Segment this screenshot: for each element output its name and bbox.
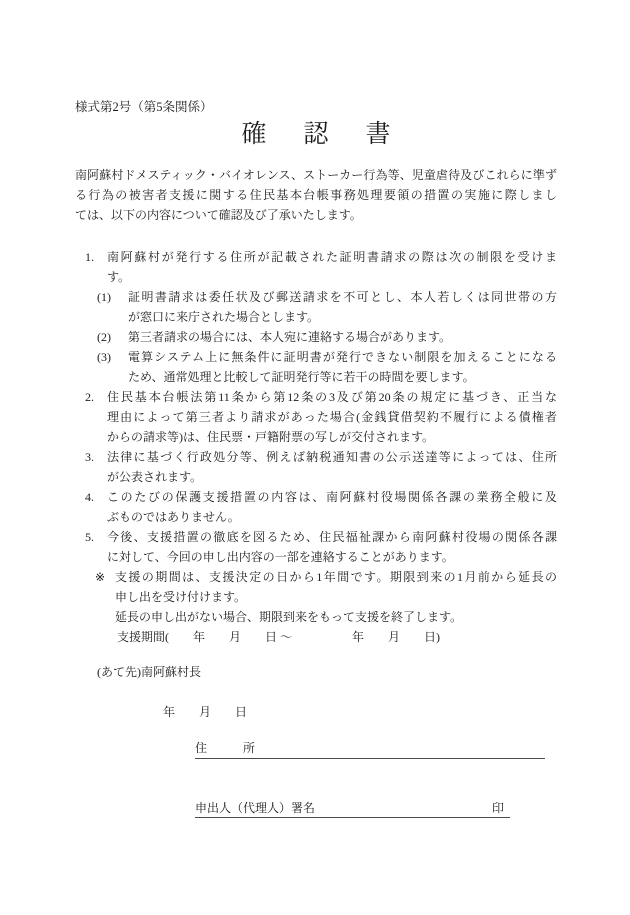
- document-title: 確 認 書: [241, 121, 397, 148]
- note-row: [95, 567, 557, 607]
- subitem-text: [128, 287, 557, 327]
- note-marker: ※: [95, 570, 106, 584]
- signature-field-label: 申出人（代理人）署名: [195, 801, 316, 815]
- list-item: [85, 387, 557, 447]
- item-text-line: 理由によって第三者より請求があった場合(金銭貸借契約不履行による債権者: [107, 410, 557, 424]
- item-text-line: が公表されます。: [107, 470, 203, 484]
- date-line: 年 月 日: [163, 705, 248, 719]
- item-text: [107, 527, 557, 567]
- item-text-line: に対して、今回の申し出内容の一部を連絡することがあります。: [107, 550, 454, 564]
- seal-label: 印: [491, 801, 504, 815]
- list-subitem: [97, 287, 557, 327]
- subitem-text: [128, 347, 557, 387]
- item-text-line: 住民基本台帳法第11条から第12条の3及び第20条の規定に基づき、正当な: [107, 390, 557, 404]
- address-field: [195, 738, 545, 759]
- item-text: [107, 387, 557, 447]
- item-number: 3.: [85, 450, 94, 464]
- item-text-line: 南阿蘇村が発行する住所が記載された証明書請求の際は次の制限を受けま: [107, 250, 557, 264]
- item-number: 4.: [85, 490, 94, 504]
- list-subitem: [97, 347, 557, 387]
- subitem-text-line: 電算システム上に無条件に証明書が発行できない制限を加えることになる: [128, 350, 557, 364]
- intro-line: る行為の被害者支援に関する住民基本台帳事務処理要領の措置の実施に際しまし: [75, 188, 557, 202]
- subitem-text-line: ため、通常処理と比較して証明発行等に若干の時間を要します。: [128, 370, 475, 384]
- note-text: [115, 567, 557, 607]
- subitem-text-line: が窓口に来庁された場合とします。: [128, 310, 320, 324]
- item-text-line: す。: [107, 270, 131, 284]
- support-period-line: 支援期間( 年 月 日 ～ 年 月 日): [117, 630, 440, 644]
- note-text-line: 申し出を受け付けます。: [115, 590, 247, 604]
- signature-field: [195, 799, 510, 818]
- note-text-line: 支援の期間は、支援決定の日から1年間です。期限到来の1月前から延長の: [115, 570, 557, 584]
- note-continuation: 延長の申し出がない場合、期限到来をもって支援を終了します。: [115, 610, 463, 624]
- item-text-line: このたびの保護支援措置の内容は、南阿蘇村役場関係各課の業務全般に及: [107, 490, 557, 504]
- list-subitem: [97, 327, 557, 347]
- intro-line: ては、以下の内容について確認及び了承いたします。: [75, 208, 362, 222]
- list-item: [85, 247, 557, 287]
- item-text: [107, 247, 557, 287]
- item-text: [107, 487, 557, 527]
- terms-list: [75, 247, 557, 647]
- address-field-label: 住 所: [195, 741, 256, 755]
- item-number: 5.: [85, 530, 94, 544]
- subitem-number: (3): [97, 350, 111, 364]
- item-number: 1.: [85, 250, 94, 264]
- subitem-text-line: 第三者請求の場合には、本人宛に連絡する場合があります。: [128, 330, 452, 344]
- addressee: (あて先)南阿蘇村長: [97, 665, 201, 679]
- list-item: [85, 527, 557, 567]
- item-text-line: 法律に基づく行政処分等、例えば納税通知書の公示送達等によっては、住所: [107, 450, 557, 464]
- intro-paragraph: [75, 165, 557, 225]
- intro-line: 南阿蘇村ドメスティック・バイオレンス、ストーカー行為等、児童虐待及びこれらに準ず: [75, 168, 557, 182]
- form-number: 様式第2号（第5条関係）: [75, 100, 213, 114]
- subitem-number: (1): [97, 290, 111, 304]
- list-item: [85, 487, 557, 527]
- subitem-text-line: 証明書請求は委任状及び郵送請求を不可とし、本人若しくは同世帯の方: [128, 290, 557, 304]
- item-number: 2.: [85, 390, 94, 404]
- item-text-line: からの請求等)は、住民票・戸籍附票の写しが交付されます。: [107, 430, 435, 444]
- subitem-text: [128, 327, 557, 347]
- list-item: [85, 447, 557, 487]
- item-text-line: ぶものではありません。: [107, 510, 240, 524]
- subitem-number: (2): [97, 330, 111, 344]
- item-text-line: 今後、支援措置の徹底を図るため、住民福祉課から南阿蘇村役場の関係各課: [107, 530, 557, 544]
- item-text: [107, 447, 557, 487]
